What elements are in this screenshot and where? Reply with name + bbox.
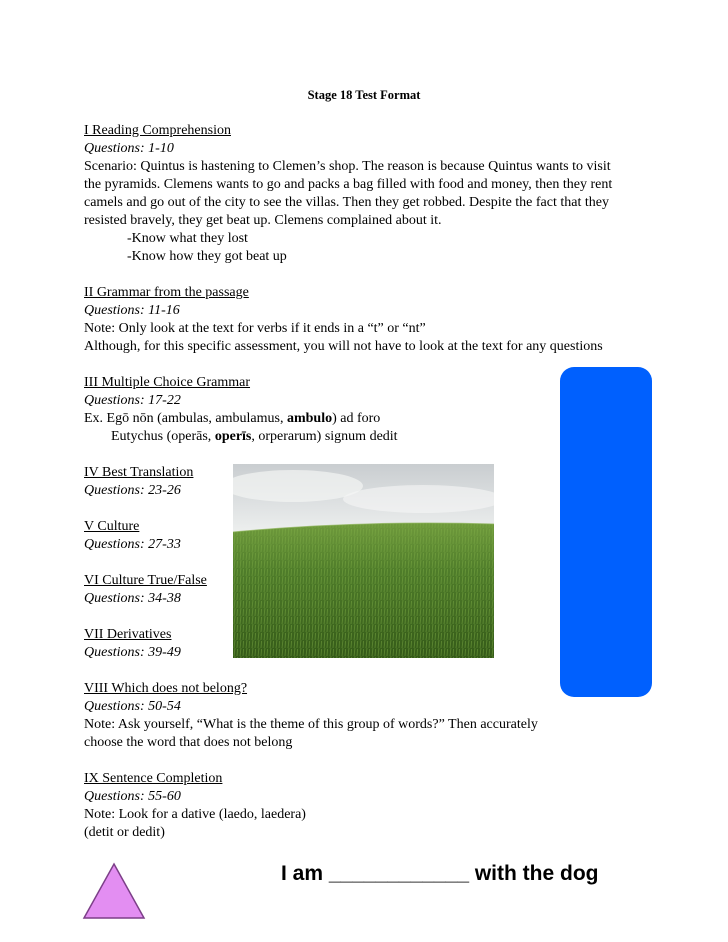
section-heading: I Reading Comprehension <box>84 123 231 138</box>
scenario-line: the pyramids. Clemens wants to go and packs a bag filled with food and money, then they rent <box>84 177 613 192</box>
purple-triangle-shape <box>82 862 146 925</box>
scenario-line: camels and go out of the city to see the villas. Then they get robbed. Despite the fact that they <box>84 195 609 210</box>
answer-bold: ambulo <box>286 411 333 426</box>
section-questions: Questions: 50-54 <box>84 699 181 714</box>
section-heading: V Culture <box>84 519 140 534</box>
section-heading: VI Culture True/False <box>84 573 207 588</box>
section-questions: Questions: 17-22 <box>84 393 181 408</box>
bullet-item: -Know what they lost <box>127 231 248 246</box>
scenario-line: resisted bravely, they get beat up. Clemens complained about it. <box>84 213 442 228</box>
section-reading-comprehension <box>84 122 644 266</box>
section-questions: Questions: 27-33 <box>84 537 181 552</box>
section-heading: IX Sentence Completion <box>84 771 223 786</box>
scenario-line: Scenario: Quintus is hastening to Clemen’s shop. The reason is because Quintus wants to visit <box>84 159 611 174</box>
note-line: (detit or dedit) <box>84 825 165 840</box>
section-questions: Questions: 1-10 <box>84 141 174 156</box>
section-sentence-completion <box>84 770 644 842</box>
example-line: Ex. Egō nōn (ambulas, ambulamus, ambulo) ad foro <box>84 411 381 426</box>
blue-rounded-rectangle <box>560 367 652 697</box>
section-heading: VIII Which does not belong? <box>84 681 248 696</box>
section-heading: VII Derivatives <box>84 627 172 642</box>
fill-in-blank-sentence: I am ____________ with the dog <box>281 862 599 885</box>
wheat-field-photo <box>233 464 494 658</box>
note-line: Note: Look for a dative (laedo, laedera) <box>84 807 306 822</box>
bullet-item: -Know how they got beat up <box>127 249 287 264</box>
section-which-does-not-belong <box>84 680 644 752</box>
example-line: Eutychus (operās, operīs, orperarum) signum dedit <box>111 429 398 444</box>
section-questions: Questions: 34-38 <box>84 591 181 606</box>
answer-bold: operīs <box>214 429 252 444</box>
section-heading: II Grammar from the passage <box>84 285 249 300</box>
page-title: Stage 18 Test Format <box>307 88 421 102</box>
note-line: choose the word that does not belong <box>84 735 293 750</box>
section-questions: Questions: 11-16 <box>84 303 180 318</box>
section-questions: Questions: 39-49 <box>84 645 181 660</box>
section-heading: III Multiple Choice Grammar <box>84 375 251 390</box>
section-heading: IV Best Translation <box>84 465 194 480</box>
section-questions: Questions: 55-60 <box>84 789 181 804</box>
note-line: Although, for this specific assessment, you will not have to look at the text for any questions <box>84 339 603 354</box>
note-line: Note: Ask yourself, “What is the theme of this group of words?” Then accurately <box>84 717 538 732</box>
note-line: Note: Only look at the text for verbs if it ends in a “t” or “nt” <box>84 321 426 336</box>
section-grammar-passage <box>84 284 644 356</box>
section-questions: Questions: 23-26 <box>84 483 181 498</box>
